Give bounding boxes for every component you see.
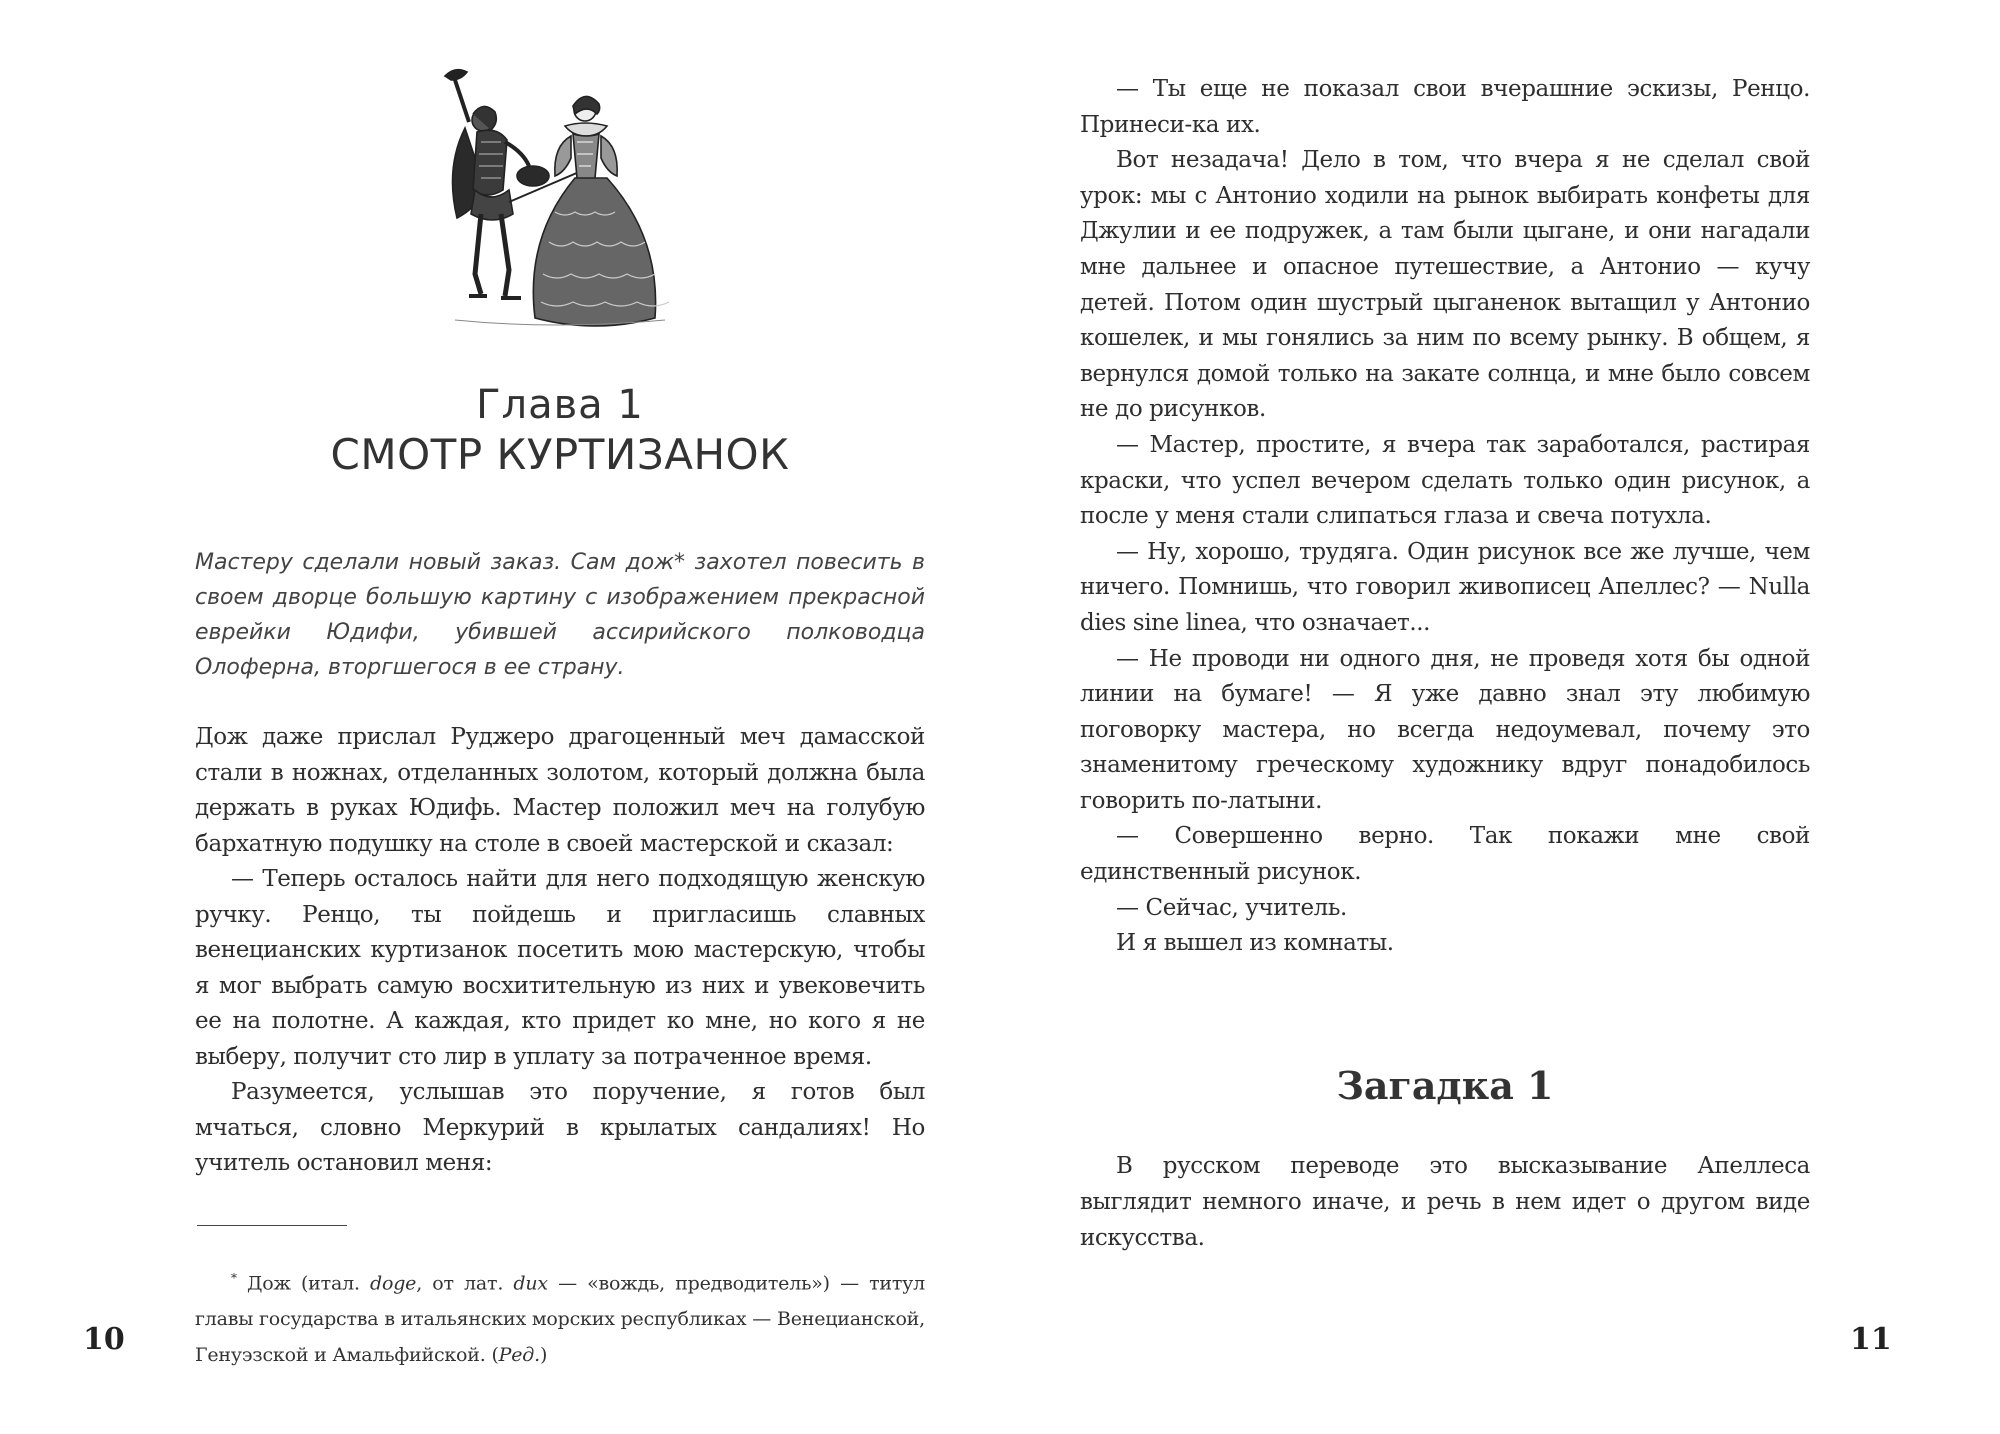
- riddle-text: В русском переводе это высказывание Апеллеса выглядит немного иначе, и речь в нем идет о другом виде искусства.: [1080, 1153, 1810, 1251]
- paragraph: — Сейчас, учитель.: [1116, 894, 1347, 921]
- right-page-body: [1080, 72, 1810, 962]
- paragraph: Дож даже прислал Руджеро драгоценный меч дамасской стали в ножнах, отделанных золотом, который должна была держать в руках Юдифь. Мастер положил меч на голубую бархатную подушку на столе в своей мастерской и сказал:: [195, 724, 925, 857]
- dancing-couple-engraving: [425, 62, 685, 337]
- paragraph: Вот незадача! Дело в том, что вчера я не сделал свой урок: мы с Антонио ходили на рынок выбирать конфеты для Джулии и ее подружек, а там были цыгане, и они нагадали мне дальнее и опасное путешествие, а Антонио — кучу детей. Потом один шустрый цыганенок вытащил у Антонио кошелек, и мы гонялись за ним по всему рынку. В общем, я вернулся домой только на закате солнца, и мне было совсем не до рисунков.: [1080, 147, 1810, 423]
- chapter-epigraph: Мастеру сделали новый заказ. Сам дож* захотел повесить в своем дворце большую картину с изображением прекрасной еврейки Юдифи, убившей ассирийского полководца Олоферна, вторгшегося в ее страну.: [195, 550, 925, 680]
- paragraph: И я вышел из комнаты.: [1116, 930, 1394, 957]
- footnote-term-doge: doge: [370, 1272, 417, 1295]
- footnote-text-rest: — «вождь, предводитель») — титул главы государства в итальянских морских республиках — Венецианской, Генуэзской и Амальфийской. (: [195, 1272, 925, 1367]
- footnote-divider: [197, 1225, 347, 1226]
- paragraph: — Совершенно верно. Так покажи мне свой единственный рисунок.: [1080, 823, 1810, 886]
- footnote-text-start: Дож (итал.: [236, 1272, 370, 1295]
- footnote-marker: *: [231, 1271, 237, 1285]
- footnote: [195, 1260, 925, 1373]
- chapter-title: СМОТР КУРТИЗАНОК: [330, 430, 790, 479]
- paragraph: — Мастер, простите, я вчера так заработался, растирая краски, что успел вечером сделать только один рисунок, а после у меня стали слипаться глаза и свеча потухла.: [1080, 431, 1810, 530]
- left-page-body: [195, 720, 925, 1182]
- paragraph: — Не проводи ни одного дня, не проведя хотя бы одной линии на бумаге! — Я уже давно знал эту любимую поговорку мастера, но всегда недоумевал, почему это знаменитому греческому художнику вдруг понадобилось говорить по-латыни.: [1080, 645, 1810, 814]
- riddle-title: Загадка 1: [1336, 1063, 1554, 1108]
- chapter-number: Глава 1: [476, 382, 644, 428]
- paragraph: — Ты еще не показал свои вчерашние эскизы, Ренцо. Принеси-ка их.: [1080, 76, 1810, 138]
- footnote-text-close: ): [539, 1344, 548, 1367]
- paragraph: — Теперь осталось найти для него подходящую женскую ручку. Ренцо, ты пойдешь и пригласишь славных венецианских куртизанок посетить мою мастерскую, чтобы я мог выбрать самую восхитительную из них и увековечить ее на полотне. А каждая, кто придет ко мне, но кого я не выберу, получит сто лир в уплату за потраченное время.: [195, 866, 925, 1070]
- page-number-left: 10: [83, 1322, 125, 1357]
- right-page: [1000, 0, 2000, 1434]
- footnote-term-dux: dux: [513, 1272, 548, 1295]
- footnote-editor-mark: Ред.: [498, 1344, 540, 1367]
- page-number-right: 11: [1850, 1322, 1892, 1357]
- paragraph: — Ну, хорошо, трудяга. Один рисунок все же лучше, чем ничего. Помнишь, что говорил живописец Апеллес? — Nulla dies sine linea, что означает...: [1080, 538, 1810, 636]
- footnote-text-mid: , от лат.: [416, 1272, 514, 1295]
- paragraph: Разумеется, услышав это поручение, я готов был мчаться, словно Меркурий в крылатых сандалиях! Но учитель остановил меня:: [195, 1079, 925, 1176]
